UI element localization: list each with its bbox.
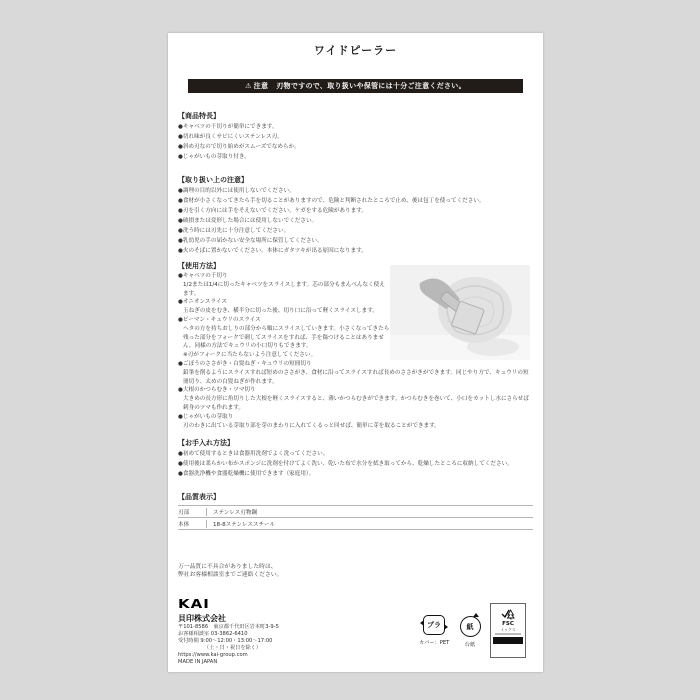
warning-text: 刃物ですので、取り扱いや保管には十分ご注意ください。 (276, 82, 466, 90)
section-care (178, 437, 533, 479)
paper-mark-text: 紙 (466, 622, 474, 631)
quality-heading: 【品質表示】 (178, 493, 220, 502)
plastic-mark-text: プラ (427, 621, 441, 629)
usage-item-burdock (178, 360, 533, 386)
handling-heading: 【取り扱い上の注意】 (178, 176, 248, 184)
care-item: ●使用後は柔らかい布かスポンジに洗剤を付けてよく洗い、乾いた布で水分を拭き取ってから、乾燥したところに収納してください。 (178, 461, 513, 468)
care-item: ●食器洗浄機や食器乾燥機に使用できます（家庭用）。 (178, 471, 315, 478)
usage-item-body: ヘタの方を持ちおしりの部分から順にスライスしていきます。小さくなってきたら残った部分をフォークで刺してスライスをすれば、手を傷つけることはありません。同様の方法でキュウリの小口切りもできます。 (183, 325, 390, 350)
usage-item-daikon (178, 386, 533, 412)
usage-item-body: 1/2または1/4に切ったキャベツをスライスします。芯の部分もまんべんなく使えます。 (183, 281, 385, 297)
company-hours-note: （土・日・祝日を除く） (204, 645, 262, 652)
usage-item-body: 玉ねぎの皮をむき、横半分に切った後、切り口に沿って軽くスライスします。 (183, 308, 378, 315)
quality-key: 本体 (178, 521, 190, 528)
company-name: 貝印株式会社 (178, 614, 226, 624)
handling-item: ●調理の目的以外には使用しないでください。 (178, 188, 295, 194)
instruction-sheet (168, 33, 543, 672)
usage-item-body: 刃のわきに出ている芽取り部を芽のまわりに入れてくるっと回せば、簡単に芽を取ることができます。 (183, 422, 440, 429)
page-title: ワイドピーラー (313, 44, 398, 57)
usage-item-body: 鉛筆を削るようにスライスすれば短めのささがき、食材に沿ってスライスすれば長めのささがきができます。同じやり方で、キュウリの短冊切り、太めの白髪ねぎが作れます。 (183, 369, 529, 385)
handling-item: ●火のそばに置かないでください。本体にガタツキが出る原因になります。 (178, 248, 367, 254)
usage-item-title: ●キャベツの千切り (178, 273, 228, 279)
kai-logo: KAI (178, 596, 210, 612)
contact-note-line: 万一品質に不具合がありました時は、 (178, 564, 277, 571)
care-heading: 【お手入れ方法】 (178, 439, 234, 448)
table-row (178, 518, 533, 530)
section-handling-cautions (178, 174, 533, 256)
handling-item: ●洗う時には刃先に十分注意してください。 (178, 228, 290, 234)
fsc-label: FSC (502, 621, 514, 627)
product-photo (390, 265, 530, 360)
company-phone: お客様相談室 03-3862-6410 (178, 631, 248, 638)
usage-item-title: ●オニオンスライス (178, 299, 228, 306)
handling-item: ●食材が小さくなってきたら手を切ることがありますので、危険と判断されたところで止め、後は包丁を使ってください。 (178, 198, 485, 204)
made-in-label: MADE IN JAPAN (178, 659, 218, 666)
handling-item: ●乳幼児の手の届かない安全な場所に保管してください。 (178, 238, 323, 244)
usage-item-potato-eye (178, 413, 533, 431)
usage-item-note: ※刃がフォークに当たらないよう注意してください。 (183, 352, 317, 359)
contact-note (178, 563, 533, 579)
usage-item-title: ●ピーマン・キュウリのスライス (178, 316, 261, 323)
company-block (178, 598, 533, 666)
warning-triangle-icon: ⚠ (245, 82, 252, 90)
feature-item: ●切れ味が良くサビにくいステンレス刃。 (178, 134, 283, 140)
usage-heading: 【使用方法】 (178, 262, 220, 270)
quality-value: 18-8ステンレススチール (206, 520, 533, 528)
section-features (178, 110, 533, 162)
usage-item-title: ●ごぼうのささがき・白髪ねぎ・キュウリの短冊切り (178, 360, 312, 367)
warning-label: 注意 (253, 82, 269, 90)
fsc-type-label: ミックス (500, 627, 516, 632)
table-row (178, 506, 533, 518)
quality-table (178, 505, 533, 530)
quality-key: 刃部 (178, 509, 190, 516)
usage-item-title: ●じゃがいもの芽取り (178, 413, 234, 420)
feature-item: ●じゃがいもの芽取り付き。 (178, 154, 250, 160)
handling-item: ●刃を引く方向には手をそえないでください。ケガをする危険があります。 (178, 208, 367, 214)
usage-item-title: ●大根のかつらむき・ツマ切り (178, 387, 256, 394)
paper-mark-label: 台紙 (464, 642, 476, 648)
contact-note-line: 弊社お客様相談室までご連絡ください。 (178, 572, 283, 579)
quality-value: ステンレス刃物鋼 (206, 508, 533, 516)
company-url: https://www.kai-group.com (178, 652, 248, 659)
care-item: ●初めて使用するときは食器用洗剤でよく洗ってください。 (178, 451, 329, 458)
section-quality-label (178, 491, 533, 530)
company-address: 〒101-8586 東京都千代田区岩本町3-9-5 (178, 624, 279, 631)
features-heading: 【商品特長】 (178, 112, 220, 120)
plastic-mark-label: カバー：PET (419, 640, 450, 646)
company-hours: 受付時間 9:00～12:00・13:00～17:00 (178, 638, 273, 645)
usage-item-body: 大きめの長方形に角切りした大根を軽くスライスすると、薄いかつらむきができます。かつらむきを巻いて、小口をカットし水にさらせば刺身のツマも作れます。 (183, 396, 529, 411)
handling-item: ●破損または変形した場合には使用しないでください。 (178, 218, 318, 224)
warning-banner (188, 79, 523, 93)
feature-item: ●キャベツの千切りが簡単にできます。 (178, 124, 278, 130)
feature-item: ●斜め刃なので切り始めがスムーズでなめらか。 (178, 144, 300, 150)
